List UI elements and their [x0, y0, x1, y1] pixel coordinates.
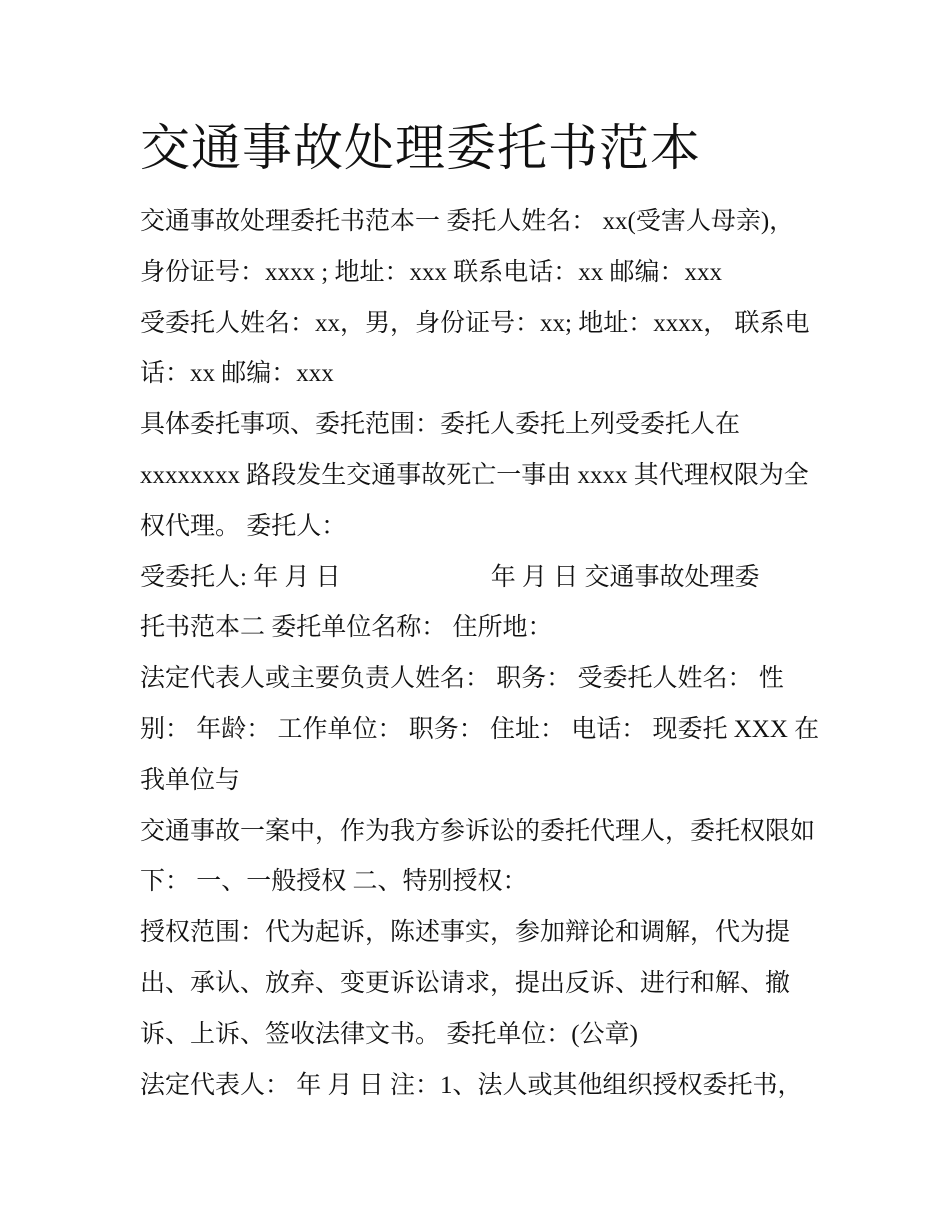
body-line: 权代理。 委托人：: [140, 512, 347, 540]
body-line: 出、承认、放弃、变更诉讼请求，提出反诉、进行和解、撤: [140, 970, 791, 997]
body-line: 诉、上诉、签收法律文书。 委托单位：(公章): [140, 1020, 638, 1048]
body-line: 别： 年龄： 工作单位： 职务： 住址： 电话： 现委托 XXX 在: [140, 716, 820, 743]
body-line: 受委托人姓名：xx，男，身份证号：xx; 地址：xxxx， 联系电: [140, 309, 810, 337]
body-line: xxxxxxxx 路段发生交通事故死亡一事由 xxxx 其代理权限为全: [140, 462, 809, 489]
body-line: 授权范围：代为起诉，陈述事实，参加辩论和调解，代为提: [140, 919, 791, 947]
document-title: 交通事故处理委托书范本: [140, 120, 701, 176]
body-line: 话：xx 邮编：xxx: [140, 360, 334, 388]
body-line: 托书范本二 委托单位名称： 住所地：: [140, 614, 553, 642]
body-line: 法定代表人或主要负责人姓名： 职务： 受委托人姓名： 性: [140, 665, 784, 693]
body-line: 我单位与: [140, 766, 241, 794]
body-line: 法定代表人： 年 月 日 注：1、法人或其他组织授权委托书，: [140, 1071, 803, 1099]
body-line: 受委托人: 年 月 日 年 月 日 交通事故处理委: [140, 563, 760, 591]
body-line: 身份证号：xxxx ; 地址：xxx 联系电话：xx 邮编：xxx: [140, 258, 722, 286]
body-line: 交通事故一案中，作为我方参诉讼的委托代理人，委托权限如: [140, 817, 816, 845]
body-line: 具体委托事项、委托范围：委托人委托上列受委托人在: [140, 411, 741, 439]
body-line: 交通事故处理委托书范本一 委托人姓名： xx(受害人母亲)，: [140, 208, 795, 235]
body-line: 下： 一、一般授权 二、特别授权：: [140, 868, 528, 896]
